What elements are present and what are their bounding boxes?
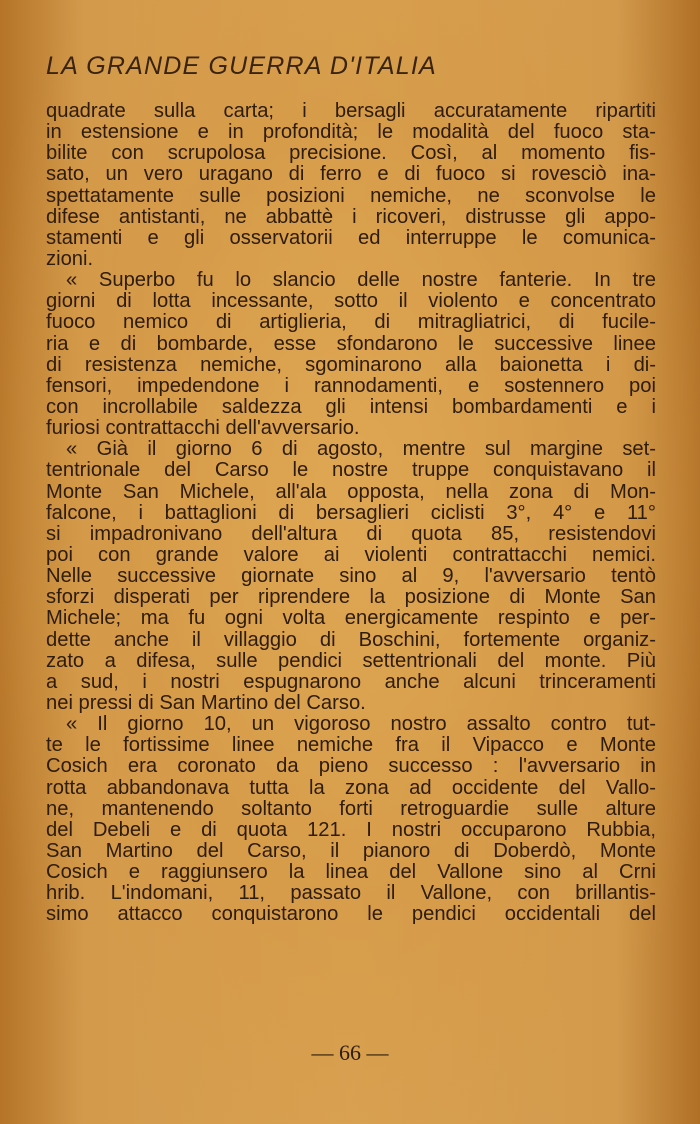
text-line: Cosich era coronato da pieno successo : l'avversario in <box>46 755 656 778</box>
text-line: falcone, i battaglioni di bersaglieri ciclisti 3°, 4° e 11° <box>46 501 656 524</box>
text-line: di resistenza nemiche, sgominarono alla baionetta i di- <box>46 353 656 376</box>
paragraph <box>46 714 656 925</box>
text-line: fuoco nemico di artiglieria, di mitragliatrici, di fucile- <box>46 311 656 334</box>
text-line: ria e di bombarde, esse sfondarono le successive linee <box>46 332 656 355</box>
text-line: San Martino del Carso, il pianoro di Doberdò, Monte <box>46 839 656 862</box>
text-line: in estensione e in profondità; le modalità del fuoco sta- <box>46 121 656 144</box>
paragraph <box>46 101 656 270</box>
paragraph <box>46 439 656 714</box>
text-line: ne, mantenendo soltanto forti retroguardie sulle alture <box>46 797 656 820</box>
running-head: LA GRANDE GUERRA D'ITALIA <box>46 52 437 80</box>
text-line: si impadronivano dell'altura di quota 85, resistendovi <box>46 522 656 545</box>
text-line: fensori, impedendone i rannodamenti, e sostennero poi <box>46 374 656 397</box>
text-line: simo attacco conquistarono le pendici occidentali del <box>46 903 656 926</box>
text-line: zato a difesa, sulle pendici settentrionali del monte. Più <box>46 649 656 672</box>
text-line: hrib. L'indomani, 11, passato il Vallone, con brillantis- <box>46 882 656 905</box>
text-line: sato, un vero uragano di ferro e di fuoco si rovesciò ina- <box>46 163 656 186</box>
text-line: te le fortissime linee nemiche fra il Vipacco e Monte <box>46 734 656 757</box>
text-line: a sud, i nostri espugnarono anche alcuni trinceramenti <box>46 670 656 693</box>
text-line: difese antistanti, ne abbattè i ricoveri, distrusse gli appo- <box>46 205 656 228</box>
text-line: Michele; ma fu ogni volta energicamente respinto e per- <box>46 607 656 630</box>
text-line: tentrionale del Carso le nostre truppe conquistavano il <box>46 459 656 482</box>
text-line: stamenti e gli osservatorii ed interruppe le comunica- <box>46 226 656 249</box>
text-line: quadrate sulla carta; i bersagli accuratamente ripartiti <box>46 100 656 122</box>
text-line: Nelle successive giornate sino al 9, l'avversario tentò <box>46 565 656 588</box>
text-line: « Il giorno 10, un vigoroso nostro assalto contro tut- <box>66 713 656 736</box>
text-line: zioni. <box>46 247 94 270</box>
text-line: Monte San Michele, all'ala opposta, nella zona di Mon- <box>46 480 656 503</box>
text-line: con incrollabile saldezza gli intensi bombardamenti e i <box>46 395 656 418</box>
page-number: — 66 — <box>311 1040 389 1065</box>
text-line: del Debeli e di quota 121. I nostri occuparono Rubbia, <box>46 818 656 841</box>
text-line: giorni di lotta incessante, sotto il violento e concentrato <box>46 290 656 313</box>
text-line: dette anche il villaggio di Boschini, fortemente organiz- <box>46 628 656 651</box>
text-line: bilite con scrupolosa precisione. Così, al momento fis- <box>46 142 656 165</box>
text-line: « Già il giorno 6 di agosto, mentre sul margine set- <box>66 438 656 461</box>
text-line: Cosich e raggiunsero la linea del Vallone sino al Crni <box>46 861 656 884</box>
paragraph <box>46 270 656 439</box>
text-line: « Superbo fu lo slancio delle nostre fanterie. In tre <box>66 269 656 292</box>
text-line: furiosi contrattacchi dell'avversario. <box>46 417 360 440</box>
text-line: spettatamente sulle posizioni nemiche, ne sconvolse le <box>46 184 656 207</box>
text-line: nei pressi di San Martino del Carso. <box>46 691 366 714</box>
text-line: sforzi disperati per riprendere la posizione di Monte San <box>46 586 656 609</box>
body-text <box>46 101 656 925</box>
text-line: poi con grande valore ai violenti contrattacchi nemici. <box>46 543 656 566</box>
text-line: rotta abbandonava tutta la zona ad occidente del Vallo- <box>46 776 656 799</box>
